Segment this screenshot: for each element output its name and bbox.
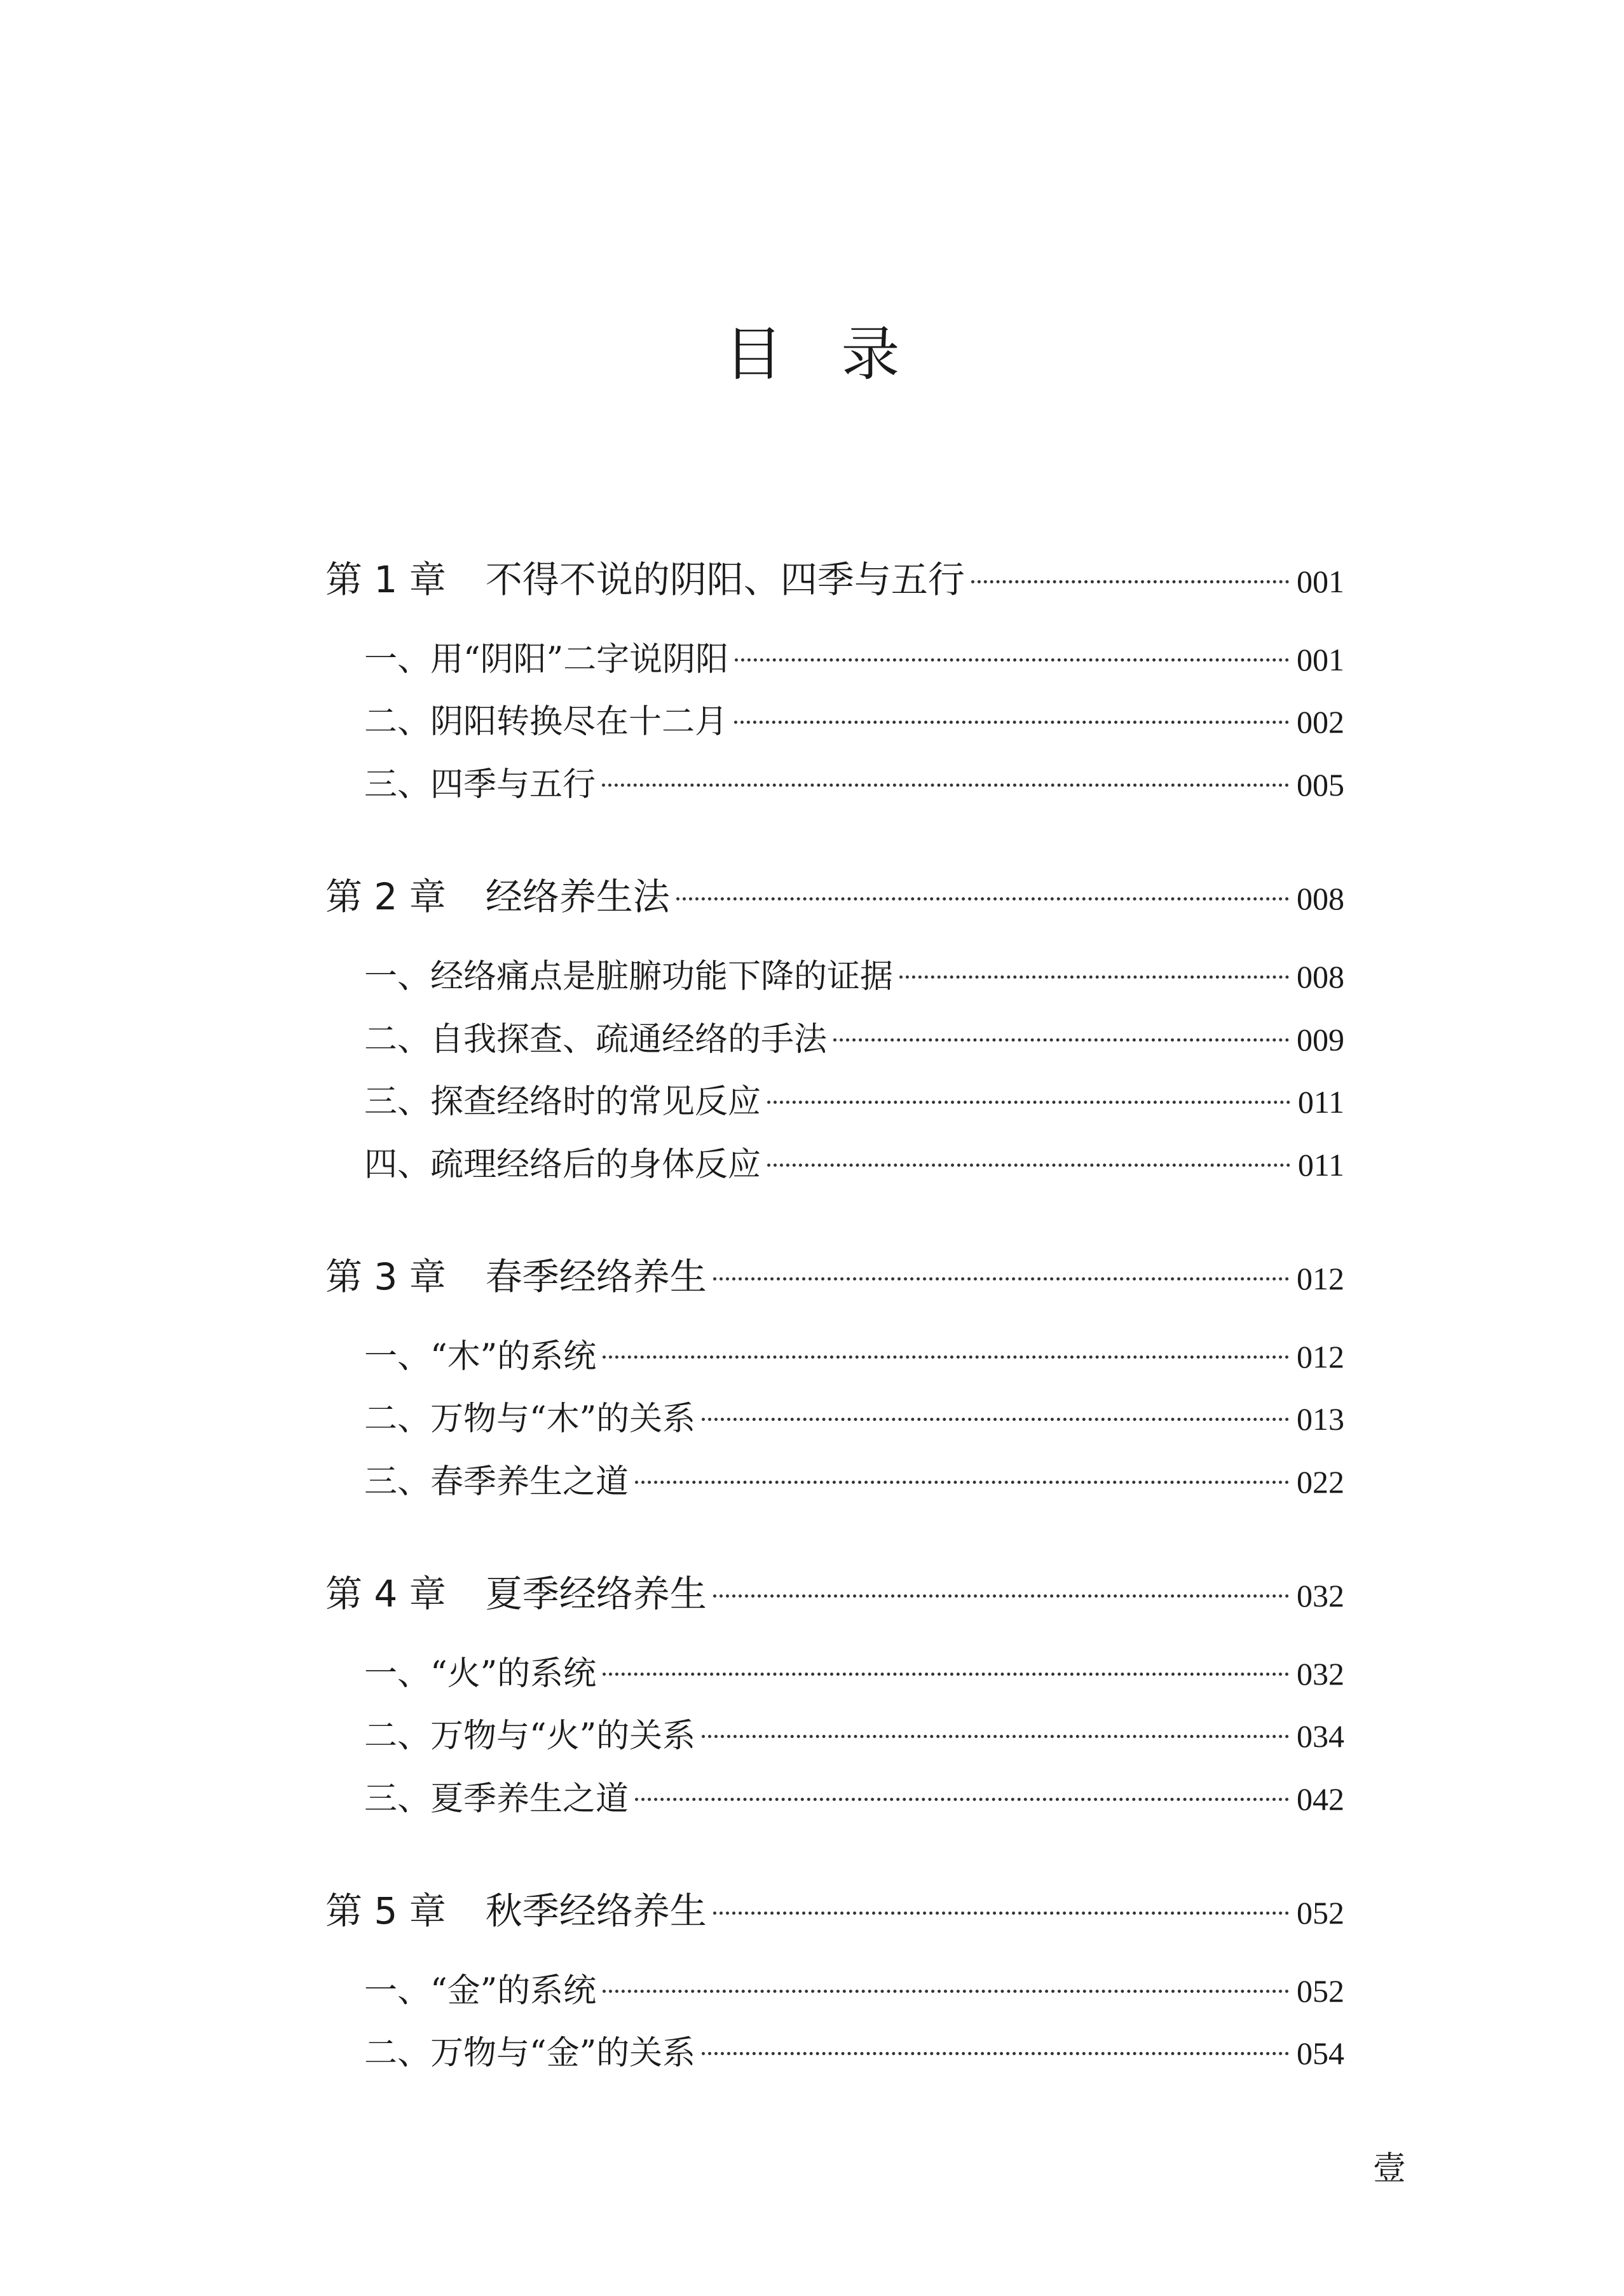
chapter-entry[interactable] (325, 1564, 1344, 1617)
section-entry[interactable] (364, 1455, 1344, 1502)
section-entry[interactable] (364, 1709, 1344, 1756)
page-number: 011 (1297, 1084, 1344, 1120)
dot-leader (767, 1101, 1290, 1104)
dot-leader (702, 1735, 1289, 1738)
section-title: 一、“木”的系统 (364, 1338, 597, 1376)
dot-leader (602, 784, 1289, 787)
chapter-entry[interactable] (325, 1881, 1344, 1934)
page-number: 034 (1297, 1718, 1344, 1754)
section-entry[interactable] (364, 1138, 1344, 1185)
page-number: 052 (1297, 1895, 1344, 1931)
chapter-entry[interactable] (325, 550, 1344, 603)
section-entry[interactable] (364, 949, 1344, 997)
dot-leader (713, 1594, 1289, 1598)
page-number: 032 (1297, 1656, 1344, 1692)
page-number: 005 (1297, 767, 1344, 803)
section-entry[interactable] (364, 695, 1344, 742)
dot-leader (971, 580, 1289, 583)
dot-leader (899, 975, 1289, 979)
section-title: 一、“火”的系统 (364, 1655, 597, 1693)
section-title: 一、经络痛点是脏腑功能下降的证据 (364, 958, 894, 996)
page-number: 002 (1297, 704, 1344, 740)
section-entry[interactable] (364, 632, 1344, 680)
chapter-title: 不得不说的阴阳、四季与五行 (485, 558, 965, 601)
dot-leader (735, 658, 1289, 662)
page-number: 042 (1297, 1781, 1344, 1817)
chapter-number: 第 2 章 (325, 875, 446, 918)
page-title: 目 录 (724, 320, 900, 388)
chapter-number: 第 1 章 (325, 558, 446, 601)
dot-leader (767, 1164, 1290, 1167)
dot-leader (603, 1673, 1289, 1676)
dot-leader (713, 1912, 1289, 1915)
section-title: 四、疏理经络后的身体反应 (364, 1146, 761, 1184)
section-entry[interactable] (364, 1392, 1344, 1439)
section-title: 三、春季养生之道 (364, 1463, 629, 1501)
section-title: 一、“金”的系统 (364, 1972, 597, 2010)
dot-leader (702, 1418, 1289, 1421)
page-number: 001 (1297, 564, 1344, 599)
section-title: 三、四季与五行 (364, 766, 596, 804)
page-number: 008 (1297, 959, 1344, 995)
section-entry[interactable] (364, 1772, 1344, 1819)
section-title: 一、用“阴阳”二字说阴阳 (364, 641, 729, 679)
page-number: 022 (1297, 1464, 1344, 1500)
chapter-title: 经络养生法 (485, 875, 670, 918)
chapter-title: 秋季经络养生 (485, 1889, 707, 1933)
section-entry[interactable] (364, 757, 1344, 805)
page-number: 013 (1297, 1401, 1344, 1437)
dot-leader (713, 1277, 1289, 1280)
section-entry[interactable] (364, 2026, 1344, 2074)
page-number: 011 (1297, 1147, 1344, 1183)
section-entry[interactable] (364, 1329, 1344, 1377)
page-number: 052 (1297, 1973, 1344, 2009)
page-number: 001 (1297, 642, 1344, 677)
section-title: 三、探查经络时的常见反应 (364, 1083, 761, 1121)
chapter-entry[interactable] (325, 867, 1344, 920)
page-number: 009 (1297, 1022, 1344, 1057)
section-title: 二、阴阳转换尽在十二月 (364, 703, 728, 741)
page-number: 012 (1297, 1339, 1344, 1375)
chapter-number: 第 5 章 (325, 1889, 446, 1933)
dot-leader (635, 1798, 1289, 1801)
dot-leader (734, 721, 1289, 724)
chapter-title: 夏季经络养生 (485, 1572, 707, 1615)
dot-leader (635, 1481, 1289, 1484)
section-entry[interactable] (364, 1964, 1344, 2011)
section-title: 二、万物与“木”的关系 (364, 1400, 696, 1438)
section-title: 二、万物与“火”的关系 (364, 1717, 696, 1755)
folio: 壹 (1373, 2150, 1407, 2188)
chapter-number: 第 4 章 (325, 1572, 446, 1615)
chapter-title: 春季经络养生 (485, 1255, 707, 1298)
page-number: 032 (1297, 1578, 1344, 1613)
section-title: 三、夏季养生之道 (364, 1780, 629, 1818)
section-entry[interactable] (364, 1647, 1344, 1694)
page-number: 054 (1297, 2035, 1344, 2071)
dot-leader (603, 1990, 1289, 1993)
section-title: 二、万物与“金”的关系 (364, 2034, 696, 2072)
dot-leader (676, 897, 1289, 900)
dot-leader (702, 2052, 1289, 2055)
section-title: 二、自我探查、疏通经络的手法 (364, 1021, 828, 1059)
dot-leader (603, 1355, 1289, 1359)
chapter-entry[interactable] (325, 1247, 1344, 1300)
dot-leader (833, 1038, 1289, 1042)
page-number: 008 (1297, 881, 1344, 916)
page-number: 012 (1297, 1261, 1344, 1296)
section-entry[interactable] (364, 1012, 1344, 1060)
chapter-number: 第 3 章 (325, 1255, 446, 1298)
section-entry[interactable] (364, 1075, 1344, 1122)
